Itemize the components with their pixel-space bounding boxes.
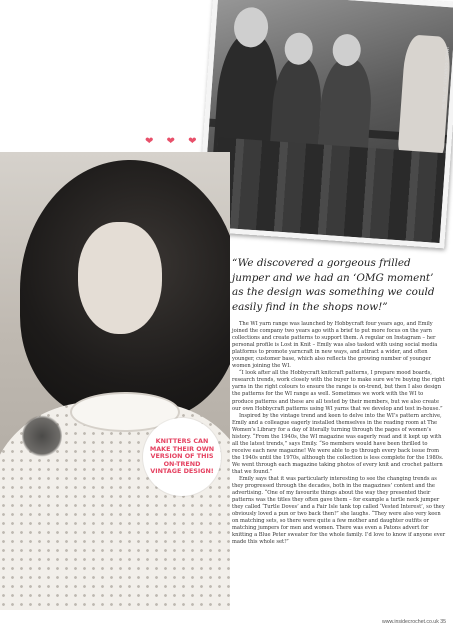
hearts-decoration-icon: ❤ ❤ ❤ (145, 136, 202, 147)
body-paragraph: “I look after all the Hobbycraft knitcraft patterns, I prepare mood boards, research trends, work closely with the buyer to make sure we’re buying the right yarns in the right colours to ensure the range is on-trend, but then I also design the patterns for the WI range as well. Sometimes we work with the WI to produce patterns and these are all tested by their members, but we also create our own Hobbycraft patterns using WI yarns that we develop and test in-house.” (232, 370, 445, 412)
body-paragraph: The WI yarn range was launched by Hobbycraft four years ago, and Emily joined the company two years ago with a brief to put more focus on the yarn collections and create patterns to support them. A regular on Instagram – her personal profile is Lost in Knit – Emily was also tasked with using social media platforms to promote yarncraft in new ways, and attract a wider, and often younger, customer base, which also reflects the growing number of younger women joining the WI. (232, 321, 438, 370)
photo-table-with-garments (212, 137, 446, 243)
archive-photo-women-with-knitwear (197, 0, 453, 248)
pull-quote: “We discovered a gorgeous frilled jumper and we had an ‘OMG moment’ as the design was something we could easily find in the shops now!” (232, 257, 435, 313)
model-face (78, 222, 162, 334)
vintage-sweater-model-photo (0, 152, 230, 610)
page-footer: www.insidecrochet.co.uk 35 (381, 619, 446, 625)
photo-credit: IMAGE COURTESY OF THE WI (440, 46, 451, 110)
article-body (232, 321, 446, 547)
callout-circle (143, 418, 221, 496)
callout-text: KNITTERS CAN MAKE THEIR OWN VERSION OF THIS ON-TREND VINTAGE DESIGN! (149, 437, 215, 476)
body-paragraph: Emily says that it was particularly interesting to see the changing trends as they progressed through the decades, both in the magazines’ content and the advertising. “One of my favourite things about the way they presented their patterns was the titles they often gave them – for example a turtle neck jumper they called ‘Turtle Doves’ and a Fair Isle tank top called ‘Vested Interest’, so they obviously loved a pun or two back then!” she laughs. “They were also very keen on matching sets, so there were quite a few mother and daughter outfits or matching jumpers for men and women. There was even a Patons advert for knitting a Blue Peter sweater for the whole family. I’d love to know if anyone ever made this whole set!” (232, 476, 446, 546)
body-paragraph: Inspired by the vintage trend and keen to delve into the WI’s pattern archive, Emily and a colleague eagerly installed themselves in the reading room at The Women’s Library for a day of literally turning through the pages of women’s history. “From the 1940s, the WI magazine was eagerly read and it kept up with all the latest trends,” says Emily. “So members would have been thrilled to receive each new magazine! We were able to go through every back issue from the 1940s until the 1970s, although the collection is less complete for the 1980s. We went through each magazine taking photos of every knit and crochet pattern that we found.” (232, 412, 444, 475)
corsage (22, 414, 62, 458)
